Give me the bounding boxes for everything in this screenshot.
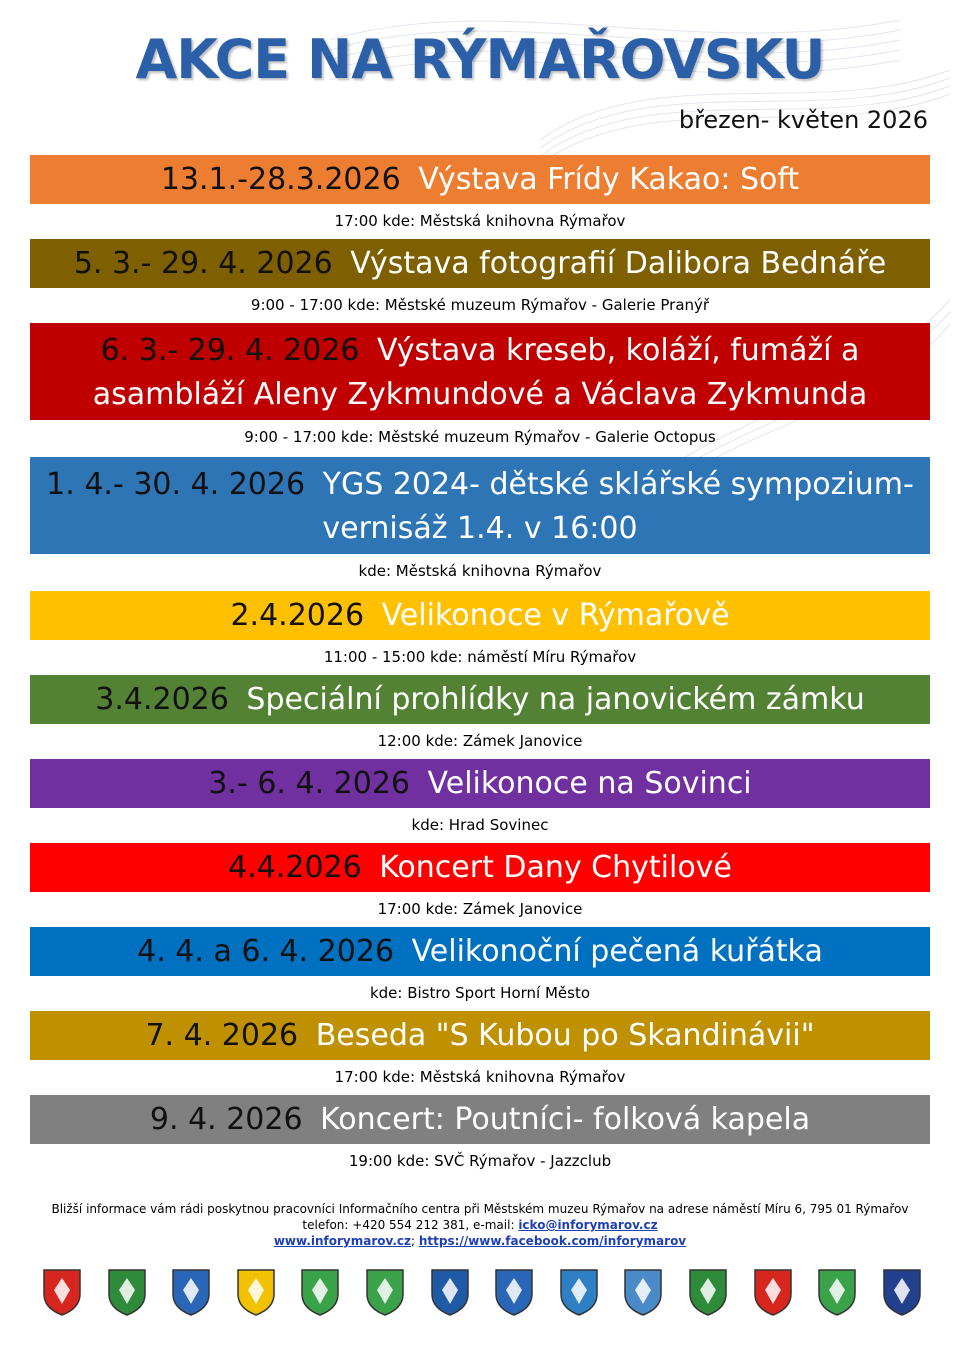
- crest-saint-icon: [42, 1268, 82, 1316]
- event-date: 4. 4. a 6. 4. 2026: [137, 933, 395, 969]
- crest-knight-icon: [300, 1268, 340, 1316]
- event-item: [30, 155, 930, 230]
- event-name: Beseda "S Kubou po Skandinávii": [315, 1017, 815, 1053]
- event-title-bar: [30, 457, 930, 554]
- event-heading: [36, 463, 924, 551]
- event-title-bar: [30, 927, 930, 976]
- event-name: Velikonoční pečená kuřátka: [411, 933, 823, 969]
- event-time-location: 19:00 kde: SVČ Rýmařov - Jazzclub: [348, 1152, 612, 1170]
- crest-hammers-gold-icon: [236, 1268, 276, 1316]
- event-item: [30, 675, 930, 750]
- event-item: [30, 457, 930, 580]
- crest-grapes-icon: [494, 1268, 534, 1316]
- event-item: [30, 239, 930, 314]
- event-time-location: kde: Hrad Sovinec: [411, 816, 549, 834]
- event-title-bar: [30, 843, 930, 892]
- phone-label: telefon:: [302, 1218, 353, 1232]
- website-link[interactable]: www.inforymarov.cz: [273, 1234, 412, 1248]
- event-item: [30, 323, 930, 446]
- event-heading: [230, 594, 729, 638]
- event-title-bar: [30, 323, 930, 420]
- event-heading: [74, 242, 886, 286]
- event-date: 3.4.2026: [95, 681, 229, 717]
- crest-stripes-icon: [623, 1268, 663, 1316]
- event-time-location: 9:00 - 17:00 kde: Městské muzeum Rýmařov - Galerie Pranýř: [250, 296, 710, 314]
- event-time-location: 17:00 kde: Městská knihovna Rýmařov: [334, 1068, 626, 1086]
- event-item: [30, 759, 930, 834]
- facebook-link[interactable]: https://www.facebook.com/inforymarov: [418, 1234, 687, 1248]
- email-label: , e-mail:: [465, 1218, 519, 1232]
- event-name: YGS 2024- dětské sklářské sympozium- vernisáž 1.4. v 16:00: [322, 466, 914, 546]
- event-time-location: 17:00 kde: Zámek Janovice: [377, 900, 583, 918]
- event-heading: [208, 762, 751, 806]
- event-heading: [95, 678, 864, 722]
- footer: [0, 1201, 960, 1249]
- event-date: 13.1.-28.3.2026: [160, 161, 401, 197]
- date-range-subtitle: březen- květen 2026: [678, 106, 928, 134]
- event-time-location: kde: Městská knihovna Rýmařov: [358, 562, 602, 580]
- event-title-bar: [30, 155, 930, 204]
- crest-wheat-icon: [817, 1268, 857, 1316]
- event-item: [30, 927, 930, 1002]
- event-date: 6. 3.- 29. 4. 2026: [100, 332, 360, 368]
- phone-number: +420 554 212 381: [352, 1218, 466, 1232]
- crest-hammers-icon: [107, 1268, 147, 1316]
- event-time-location: kde: Bistro Sport Horní Město: [369, 984, 591, 1002]
- event-date: 3.- 6. 4. 2026: [208, 765, 410, 801]
- event-date: 5. 3.- 29. 4. 2026: [73, 245, 333, 281]
- event-heading: [228, 846, 732, 890]
- link-separator: ;: [411, 1234, 419, 1248]
- event-title-bar: [30, 675, 930, 724]
- crest-trees-icon: [171, 1268, 211, 1316]
- event-name: Velikonoce na Sovinci: [427, 765, 752, 801]
- crest-dog-icon: [882, 1268, 922, 1316]
- event-name: Koncert: Poutníci- folková kapela: [320, 1101, 811, 1137]
- event-item: [30, 843, 930, 918]
- event-time-location: 11:00 - 15:00 kde: náměstí Míru Rýmařov: [323, 648, 637, 666]
- event-date: 7. 4. 2026: [145, 1017, 299, 1053]
- event-time-location: 9:00 - 17:00 kde: Městské muzeum Rýmařov - Galerie Octopus: [244, 428, 716, 446]
- event-item: [30, 1095, 930, 1170]
- footer-info-text: Bližší informace vám rádi poskytnou pracovníci Informačního centra při Městském muzeu Rýmařov na adrese náměstí Míru 6, 795 01 Rýmařov: [51, 1202, 909, 1216]
- event-heading: [161, 158, 799, 202]
- page-title: AKCE NA RÝMAŘOVSKU: [135, 28, 825, 91]
- event-time-location: 17:00 kde: Městská knihovna Rýmařov: [334, 212, 626, 230]
- municipality-crests: [42, 1268, 922, 1322]
- event-name: Výstava Frídy Kakao: Soft: [418, 161, 800, 197]
- event-item: [30, 1011, 930, 1086]
- crest-eagle-icon: [753, 1268, 793, 1316]
- event-time-location: 12:00 kde: Zámek Janovice: [377, 732, 583, 750]
- crest-tree-icon: [688, 1268, 728, 1316]
- event-date: 2.4.2026: [230, 597, 365, 633]
- event-title-bar: [30, 1095, 930, 1144]
- event-date: 9. 4. 2026: [149, 1101, 303, 1137]
- event-heading: [145, 1014, 814, 1058]
- event-title-bar: [30, 591, 930, 640]
- event-heading: [137, 930, 823, 974]
- event-name: Výstava kreseb, koláží, fumáží a asambláží Aleny Zykmundové a Václava Zykmunda: [92, 332, 868, 412]
- event-name: Velikonoce v Rýmařově: [381, 597, 730, 633]
- event-title-bar: [30, 759, 930, 808]
- event-title-bar: [30, 1011, 930, 1060]
- event-name: Výstava fotografií Dalibora Bednáře: [350, 245, 887, 281]
- event-heading: [150, 1098, 810, 1142]
- event-date: 4.4.2026: [228, 849, 362, 885]
- crest-cross-icon: [365, 1268, 405, 1316]
- event-item: [30, 591, 930, 666]
- event-heading: [36, 329, 924, 417]
- event-name: Koncert Dany Chytilové: [379, 849, 732, 885]
- footer-contact-line: [0, 1217, 960, 1233]
- footer-links-line: [0, 1233, 960, 1249]
- event-title-bar: [30, 239, 930, 288]
- crest-horse-icon: [559, 1268, 599, 1316]
- crest-blue-checker-icon: [430, 1268, 470, 1316]
- email-link[interactable]: icko@inforymarov.cz: [518, 1218, 658, 1232]
- event-date: 1. 4.- 30. 4. 2026: [46, 466, 306, 502]
- event-name: Speciální prohlídky na janovickém zámku: [246, 681, 865, 717]
